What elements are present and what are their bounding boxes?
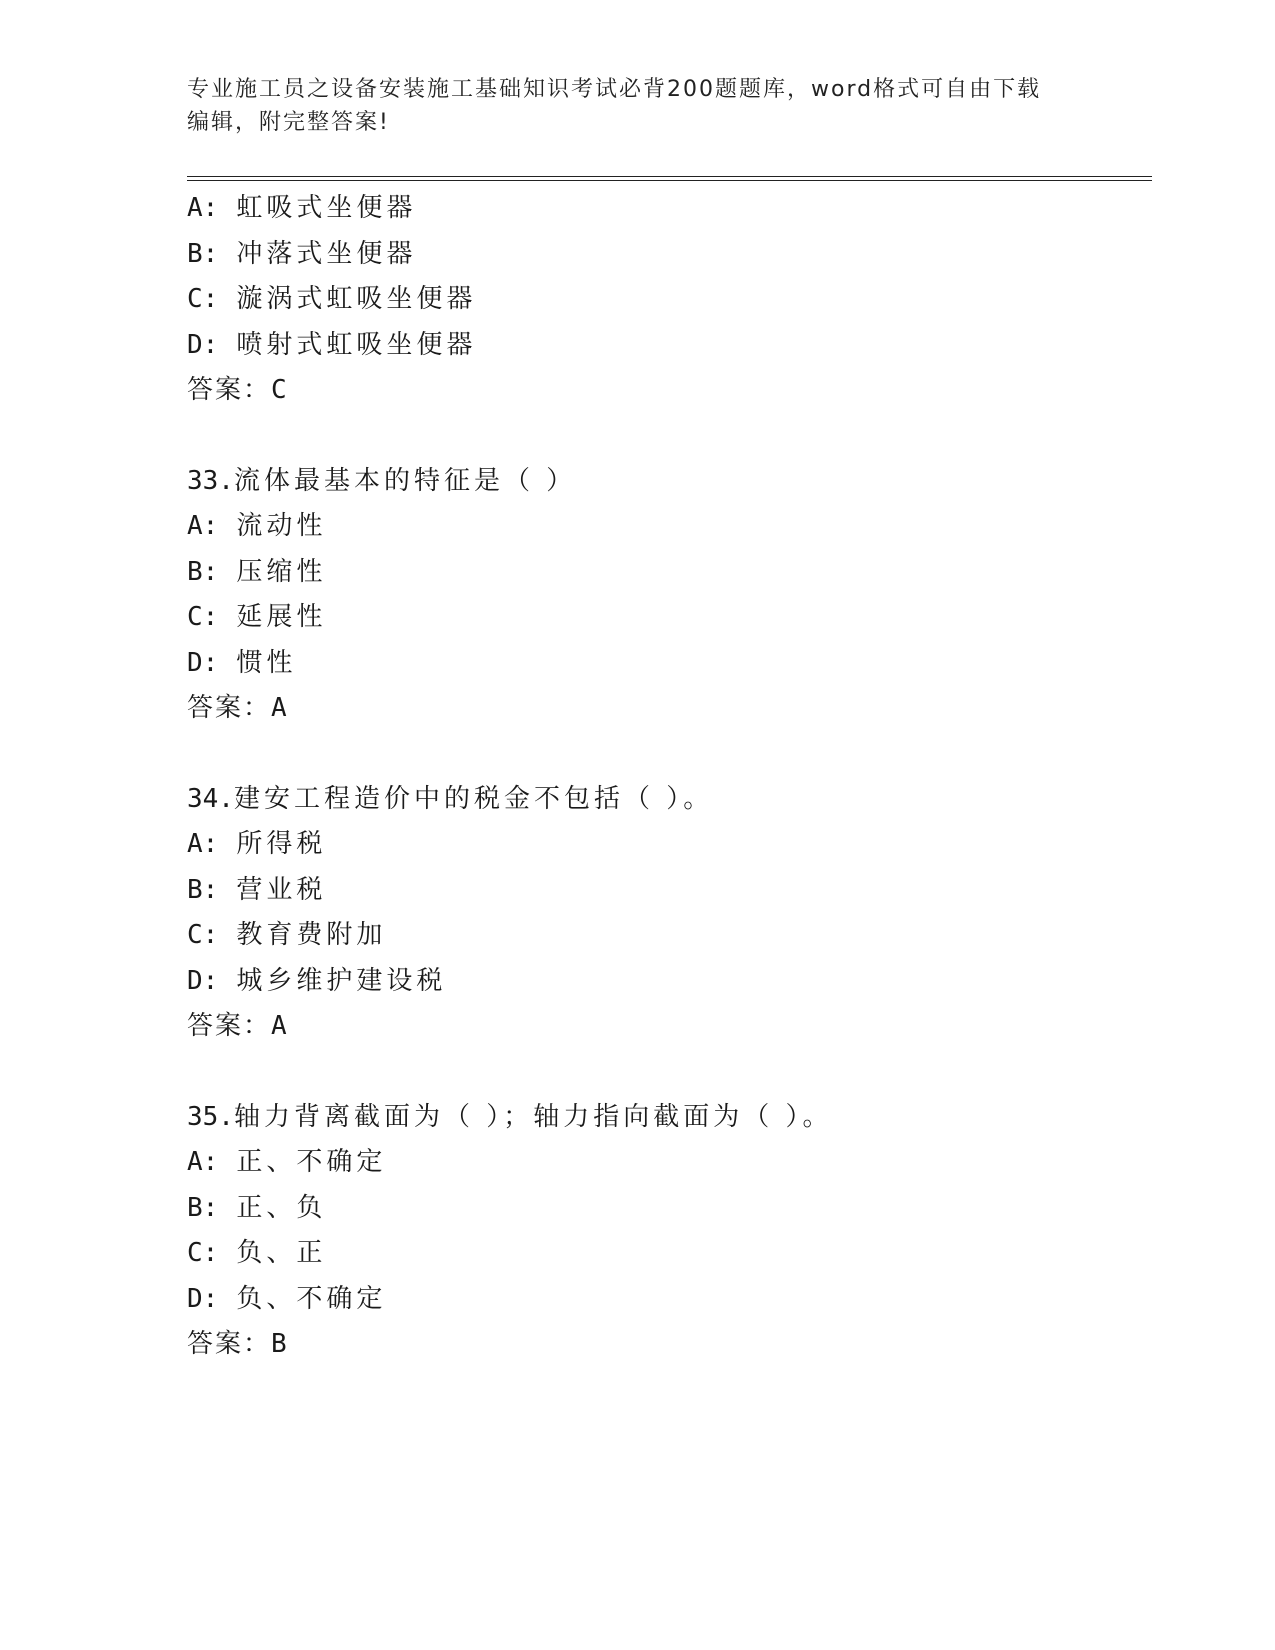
question-number: 35.	[187, 1101, 234, 1132]
option-text: 城乡维护建设税	[236, 965, 447, 996]
option-letter: C:	[187, 920, 219, 950]
option-text: 冲落式坐便器	[236, 238, 417, 269]
answer-label: 答案：	[187, 693, 272, 723]
question-list	[187, 186, 1147, 1368]
option-text: 惯性	[236, 647, 297, 678]
option-letter: D:	[187, 1283, 219, 1314]
option-c	[187, 595, 1147, 641]
option-c	[187, 1231, 1147, 1277]
option-a	[187, 822, 1147, 868]
question-33	[187, 459, 1147, 732]
option-text: 漩涡式虹吸坐便器	[236, 284, 477, 314]
option-letter: B:	[187, 556, 219, 587]
option-b	[187, 1186, 1147, 1232]
option-a	[187, 1140, 1147, 1186]
option-text: 营业税	[236, 874, 327, 905]
answer-line	[187, 368, 1147, 414]
option-letter: C:	[187, 1238, 219, 1268]
option-text: 教育费附加	[236, 920, 387, 950]
option-b	[187, 868, 1147, 914]
option-letter: B:	[187, 1192, 219, 1223]
question-35	[187, 1095, 1147, 1368]
answer-line	[187, 686, 1147, 732]
answer-label: 答案：	[187, 1329, 272, 1359]
answer-line	[187, 1004, 1147, 1050]
option-c	[187, 913, 1147, 959]
question-stem	[187, 459, 1147, 505]
option-letter: C:	[187, 602, 219, 632]
option-text: 延展性	[236, 602, 327, 632]
answer-value: B	[271, 1329, 287, 1359]
option-letter: D:	[187, 329, 219, 360]
question-stem	[187, 1095, 1147, 1141]
answer-value: A	[271, 693, 287, 723]
option-letter: B:	[187, 874, 219, 905]
answer-label: 答案：	[187, 375, 272, 405]
option-text: 流动性	[236, 511, 327, 541]
option-text: 压缩性	[236, 556, 327, 587]
question-number: 34.	[187, 783, 234, 814]
header-divider	[187, 176, 1152, 181]
option-d	[187, 959, 1147, 1005]
option-c	[187, 277, 1147, 323]
option-text: 正、负	[236, 1192, 327, 1223]
option-text: 正、不确定	[236, 1147, 387, 1177]
option-letter: A:	[187, 193, 219, 223]
answer-value: C	[271, 375, 287, 405]
answer-label: 答案：	[187, 1011, 272, 1041]
option-letter: C:	[187, 284, 219, 314]
question-text: 建安工程造价中的税金不包括（ ）。	[233, 783, 714, 814]
option-a	[187, 186, 1147, 232]
option-letter: B:	[187, 238, 219, 269]
question-34	[187, 777, 1147, 1050]
option-text: 喷射式虹吸坐便器	[236, 329, 477, 360]
option-letter: A:	[187, 511, 219, 541]
question-number: 33.	[187, 465, 234, 496]
option-letter: A:	[187, 1147, 219, 1177]
option-a	[187, 504, 1147, 550]
question-stem	[187, 777, 1147, 823]
document-header	[187, 73, 1067, 139]
option-d	[187, 323, 1147, 369]
option-text: 虹吸式坐便器	[236, 193, 417, 223]
option-d	[187, 1277, 1147, 1323]
option-letter: D:	[187, 965, 219, 996]
answer-value: A	[271, 1011, 287, 1041]
option-text: 负、正	[236, 1238, 327, 1268]
option-text: 所得税	[236, 829, 327, 859]
option-b	[187, 550, 1147, 596]
option-letter: D:	[187, 647, 219, 678]
option-d	[187, 641, 1147, 687]
option-b	[187, 232, 1147, 278]
question-text: 流体最基本的特征是（ ）	[233, 465, 577, 496]
option-letter: A:	[187, 829, 219, 859]
question-partial	[187, 186, 1147, 414]
question-text: 轴力背离截面为（ ）；轴力指向截面为（ ）。	[233, 1101, 833, 1132]
header-line-1: 专业施工员之设备安装施工基础知识考试必背200题题库，word格式可自由下载	[187, 77, 1042, 102]
option-text: 负、不确定	[236, 1283, 387, 1314]
answer-line	[187, 1322, 1147, 1368]
header-line-2: 编辑，附完整答案!	[187, 110, 390, 135]
